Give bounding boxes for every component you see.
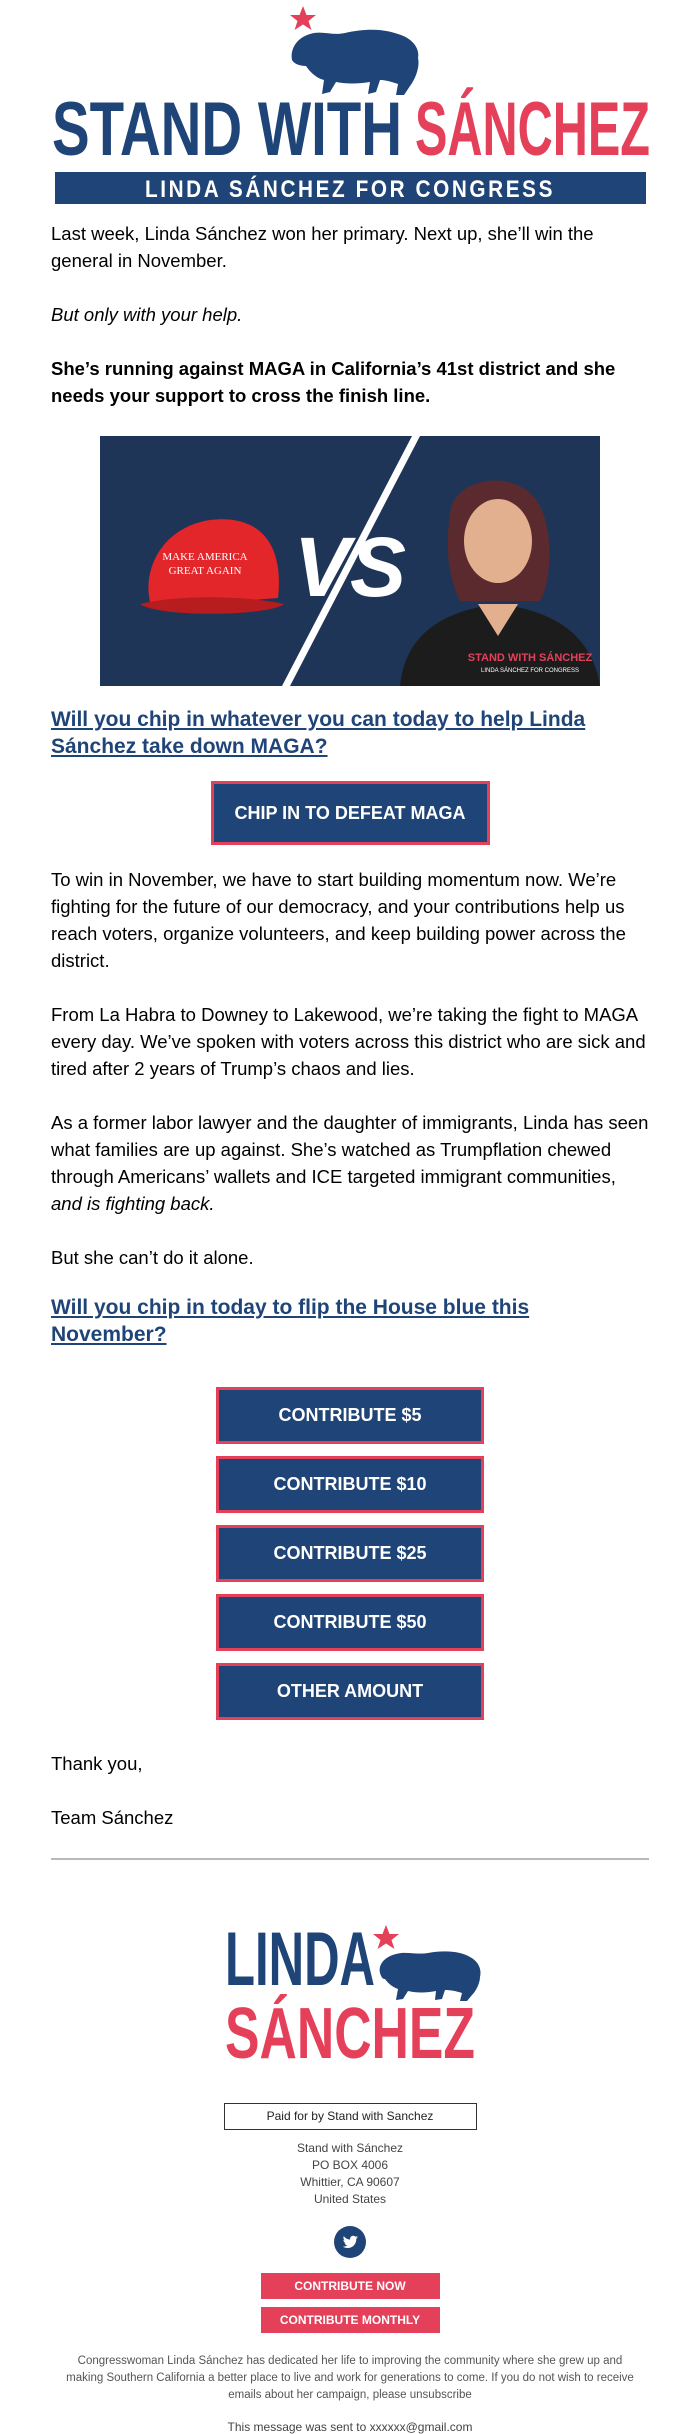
header-logo [0,0,700,203]
intro-paragraph-1: Last week, Linda Sánchez won her primary. Next up, she’ll win the general in November. [51,223,594,271]
stand-with-sanchez-logo [0,0,700,205]
address-line-2: PO BOX 4006 [311,2158,389,2172]
hero-badge-subtitle: LINDA SÁNCHEZ FOR CONGRESS [480,668,580,674]
body-paragraph-la-habra: From La Habra to Downey to Lakewood, we’re taking the fight to MAGA every day. We’ve spoken with voters across this district who are sick and tired after 2 years of Trump’s chaos and lies. [51,1004,646,1079]
ask-link-flip-house[interactable]: Will you chip in today to flip the House blue this November? [51,1296,530,1346]
bear-icon [292,30,419,95]
banner-text: LINDA SÁNCHEZ FOR CONGRESS [145,176,620,203]
contribute-now-button[interactable]: CONTRIBUTE NOW [261,2273,440,2299]
twitter-icon[interactable] [334,2226,366,2258]
intro-paragraph-3: She’s running against MAGA in California’s 41st district and she needs your support to cross the finish line. [51,358,616,406]
address-line-3: Whittier, CA 90607 [300,2175,400,2189]
other-amount-button[interactable]: OTHER AMOUNT [216,1663,484,1720]
contribute-25-button[interactable]: CONTRIBUTE $25 [216,1525,484,1582]
ask-link-defeat-maga[interactable]: Will you chip in whatever you can today to help Linda Sánchez take down MAGA? [51,708,586,758]
footer-divider [51,1858,649,1860]
hero-image[interactable] [100,436,600,686]
address-line-1: Stand with Sánchez [296,2141,404,2155]
contribute-monthly-button[interactable]: CONTRIBUTE MONTHLY [261,2307,440,2333]
contribute-5-button[interactable]: CONTRIBUTE $5 [216,1387,484,1444]
star-icon [290,6,316,30]
intro-paragraph-2: But only with your help. [51,304,243,325]
address-line-4: United States [313,2192,387,2206]
paid-for-box: Paid for by Stand with Sanchez [224,2103,477,2130]
body-paragraph-alone: But she can’t do it alone. [51,1247,254,1268]
footer-logo-linda: LINDA [225,1917,375,2002]
chip-in-button[interactable]: CHIP IN TO DEFEAT MAGA [211,781,490,845]
signoff-thanks: Thank you, [51,1753,143,1774]
mailing-address [0,2140,700,2208]
contribute-10-button[interactable]: CONTRIBUTE $10 [216,1456,484,1513]
linda-sanchez-footer-logo [220,1913,480,2074]
hero-badge-title: STAND WITH SÁNCHEZ [467,652,593,664]
footer-star-icon [373,1925,399,1949]
body-paragraph-momentum: To win in November, we have to start building momentum now. We’re fighting for the future of our democracy, and your contributions help us reach voters, organize volunteers, and keep building power across the district. [51,869,626,971]
contribute-button-group [0,1387,700,1720]
footer-disclaimer: Congresswoman Linda Sánchez has dedicated her life to improving the community where she grew up and making Southern California a better place to live and work for generations to come. If you do not wish to receive emails about her campaign, please unsubscribe [66,2355,634,2401]
svg-text:MAKE AMERICA: MAKE AMERICA [162,551,248,563]
svg-text:GREAT AGAIN: GREAT AGAIN [168,565,242,577]
footer-logo-sanchez: SÁNCHEZ [225,1994,475,2074]
signoff-team: Team Sánchez [51,1807,174,1828]
title-left: STAND WITH [52,87,402,172]
vs-text: VS [293,520,407,614]
body-paragraph-labor-lawyer: As a former labor lawyer and the daughter of immigrants, Linda has seen what families are up against. She’s watched as Trumpflation chewed through Americans’ wallets and ICE targeted immigrant communities, and is fighting back. [51,1112,649,1214]
title-right: SÁNCHEZ [415,87,650,172]
contribute-50-button[interactable]: CONTRIBUTE $50 [216,1594,484,1651]
sent-to-line: This message was sent to xxxxxx@gmail.com [227,2420,473,2434]
